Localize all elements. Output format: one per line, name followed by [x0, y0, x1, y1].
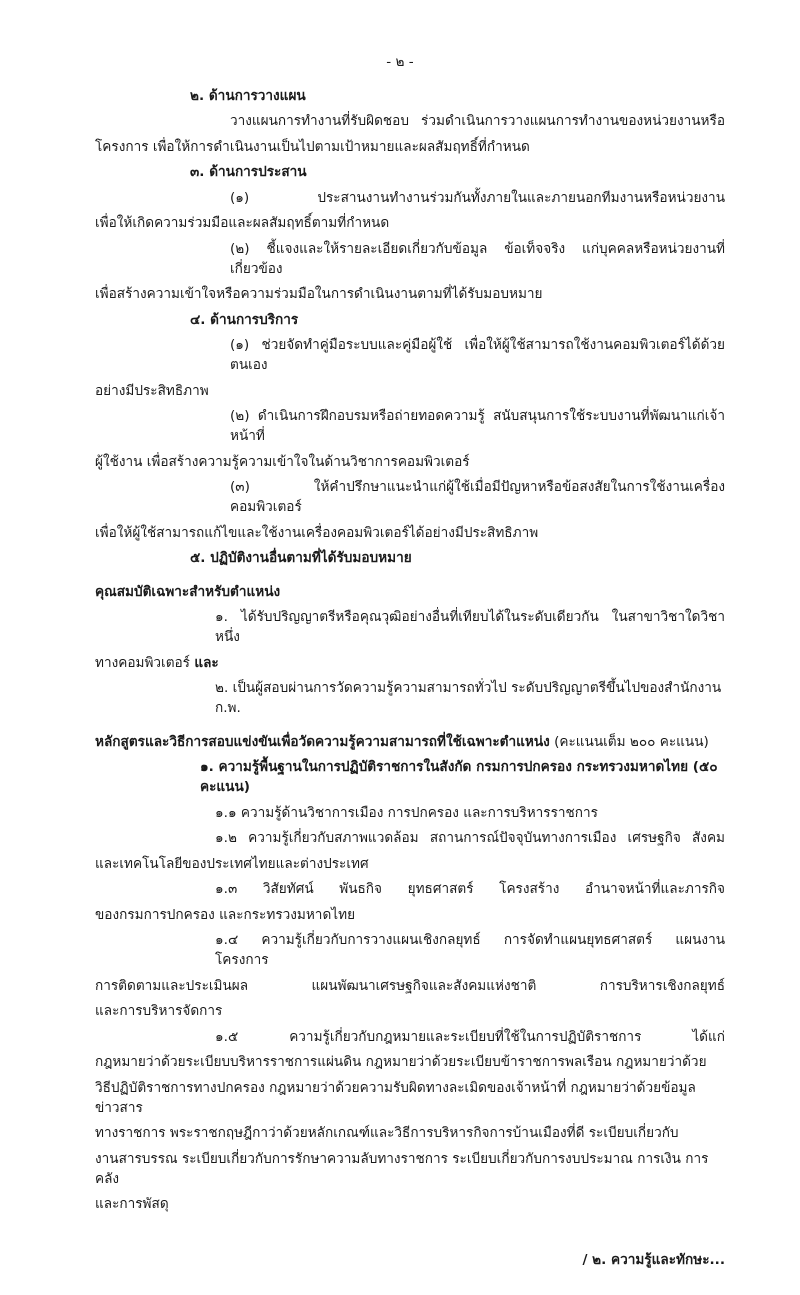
curriculum-score: (คะแนนเต็ม ๒๐๐ คะแนน)	[549, 733, 709, 750]
heading-other: ๕. ปฏิบัติงานอื่นตามที่ได้รับมอบหมาย	[190, 550, 412, 566]
text-line: ผู้ใช้งาน เพื่อสร้างความรู้ความเข้าใจในด้านวิชาการคอมพิวเตอร์	[95, 453, 470, 470]
text-line: งานสารบรรณ ระเบียบเกี่ยวกับการรักษาความลับทางราชการ ระเบียบเกี่ยวกับการงบประมาณ การเงิน การคลัง	[95, 1150, 709, 1187]
text-line: (๑) ช่วยจัดทำคู่มือระบบและคู่มือผู้ใช้ เพื่อให้ผู้ใช้สามารถใช้งานคอมพิวเตอร์ได้ด้วยตนเอง	[230, 337, 725, 373]
heading-coordination: ๓. ด้านการประสาน	[190, 164, 307, 180]
text-line	[95, 653, 725, 673]
text-line: ของกรมการปกครอง และกระทรวงมหาดไทย	[95, 906, 356, 923]
text-segment: ทางคอมพิวเตอร์	[95, 654, 195, 671]
page-number: - ๒ -	[386, 54, 414, 70]
curriculum-title: หลักสูตรและวิธีการสอบแข่งขันเพื่อวัดความรู้ความสามารถที่ใช้เฉพาะตำแหน่ง	[95, 733, 550, 750]
text-line: ๑. ได้รับปริญญาตรีหรือคุณวุฒิอย่างอื่นที่เทียบได้ในระดับเดียวกัน ในสาขาวิชาใดวิชาหนึ่ง	[215, 609, 725, 645]
text-line: เพื่อให้ผู้ใช้สามารถแก้ไขและใช้งานเครื่องคอมพิวเตอร์ได้อย่างมีประสิทธิภาพ	[95, 524, 539, 541]
text-line: วิธีปฏิบัติราชการทางปกครอง กฎหมายว่าด้วยความรับผิดทางละเมิดของเจ้าหน้าที่ กฎหมายว่าด้วยข้อมูลข่าวสาร	[95, 1079, 696, 1116]
text-line: โครงการ เพื่อให้การดำเนินงานเป็นไปตามเป้าหมายและผลสัมฤทธิ์ที่กำหนด	[95, 138, 530, 155]
text-line: (๒) ดำเนินการฝึกอบรมหรือถ่ายทอดความรู้ สนับสนุนการใช้ระบบงานที่พัฒนาแก่เจ้าหน้าที่	[230, 408, 725, 444]
text-line: เพื่อให้เกิดความร่วมมือและผลสัมฤทธิ์ตามที่กำหนด	[95, 215, 390, 231]
text-line: กฎหมายว่าด้วยระเบียบบริหารราชการแผ่นดิน กฎหมายว่าด้วยระเบียบข้าราชการพลเรือน กฎหมายว่าด้วย	[95, 1054, 707, 1070]
text-line: (๓) ให้คำปรึกษาแนะนำแก่ผู้ใช้เมื่อมีปัญหาหรือข้อสงสัยในการใช้งานเครื่องคอมพิวเตอร์	[230, 479, 725, 515]
text-line: ๑.๔ ความรู้เกี่ยวกับการวางแผนเชิงกลยุทธ์ การจัดทำแผนยุทธศาสตร์ แผนงาน โครงการ	[215, 932, 725, 968]
text-line: ๑.๒ ความรู้เกี่ยวกับสภาพแวดล้อม สถานการณ์ปัจจุบันทางการเมือง เศรษฐกิจ สังคม	[215, 830, 725, 846]
heading-planning: ๒. ด้านการวางแผน	[190, 87, 306, 104]
text-line: วางแผนการทำงานที่รับผิดชอบ ร่วมดำเนินการวางแผนการทำงานของหน่วยงานหรือ	[230, 113, 725, 129]
text-segment-bold: และ	[194, 654, 219, 671]
text-line: ๑.๑ ความรู้ด้านวิชาการเมือง การปกครอง และการบริหารราชการ	[215, 804, 598, 821]
text-line: และการพัสดุ	[95, 1196, 169, 1212]
footer-continuation: / ๒. ความรู้และทักษะ...	[582, 1251, 725, 1268]
text-line: ๒. เป็นผู้สอบผ่านการวัดความรู้ความสามารถทั่วไป ระดับปริญญาตรีขึ้นไปของสำนักงาน ก.พ.	[215, 680, 722, 716]
text-line: ๑.๕ ความรู้เกี่ยวกับกฎหมายและระเบียบที่ใช้ในการปฏิบัติราชการ ได้แก่	[215, 1028, 725, 1045]
text-line: เพื่อสร้างความเข้าใจหรือความร่วมมือในการดำเนินงานตามที่ได้รับมอบหมาย	[95, 286, 543, 302]
text-line: อย่างมีประสิทธิภาพ	[95, 382, 209, 399]
text-line: และเทคโนโลยีของประเทศไทยและต่างประเทศ	[95, 855, 369, 872]
text-line: (๒) ชี้แจงและให้รายละเอียดเกี่ยวกับข้อมูล ข้อเท็จจริง แก่บุคคลหรือหน่วยงานที่เกี่ยวข้อง	[230, 240, 725, 277]
heading-service: ๔. ด้านการบริการ	[190, 311, 299, 328]
heading-qualifications: คุณสมบัติเฉพาะสำหรับตำแหน่ง	[95, 583, 281, 600]
text-line: ๑.๓ วิสัยทัศน์ พันธกิจ ยุทธศาสตร์ โครงสร้าง อำนาจหน้าที่และภารกิจ	[215, 881, 725, 897]
curriculum-section-1: ๑. ความรู้พื้นฐานในการปฏิบัติราชการในสังกัด กรมการปกครอง กระทรวงมหาดไทย (๕๐ คะแนน)	[200, 759, 718, 795]
text-line: และการบริหารจัดการ	[95, 1003, 223, 1019]
heading-curriculum	[95, 732, 725, 752]
text-line: (๑) ประสานงานทำงานร่วมกันทั้งภายในและภายนอกทีมงานหรือหน่วยงาน	[230, 189, 725, 206]
text-line: การติดตามและประเมินผล แผนพัฒนาเศรษฐกิจและสังคมแห่งชาติ การบริหารเชิงกลยุทธ์	[95, 977, 725, 994]
text-line: ทางราชการ พระราชกฤษฎีกาว่าด้วยหลักเกณฑ์และวิธีการบริหารกิจการบ้านเมืองที่ดี ระเบียบเกี่ยวกับ	[95, 1125, 679, 1141]
